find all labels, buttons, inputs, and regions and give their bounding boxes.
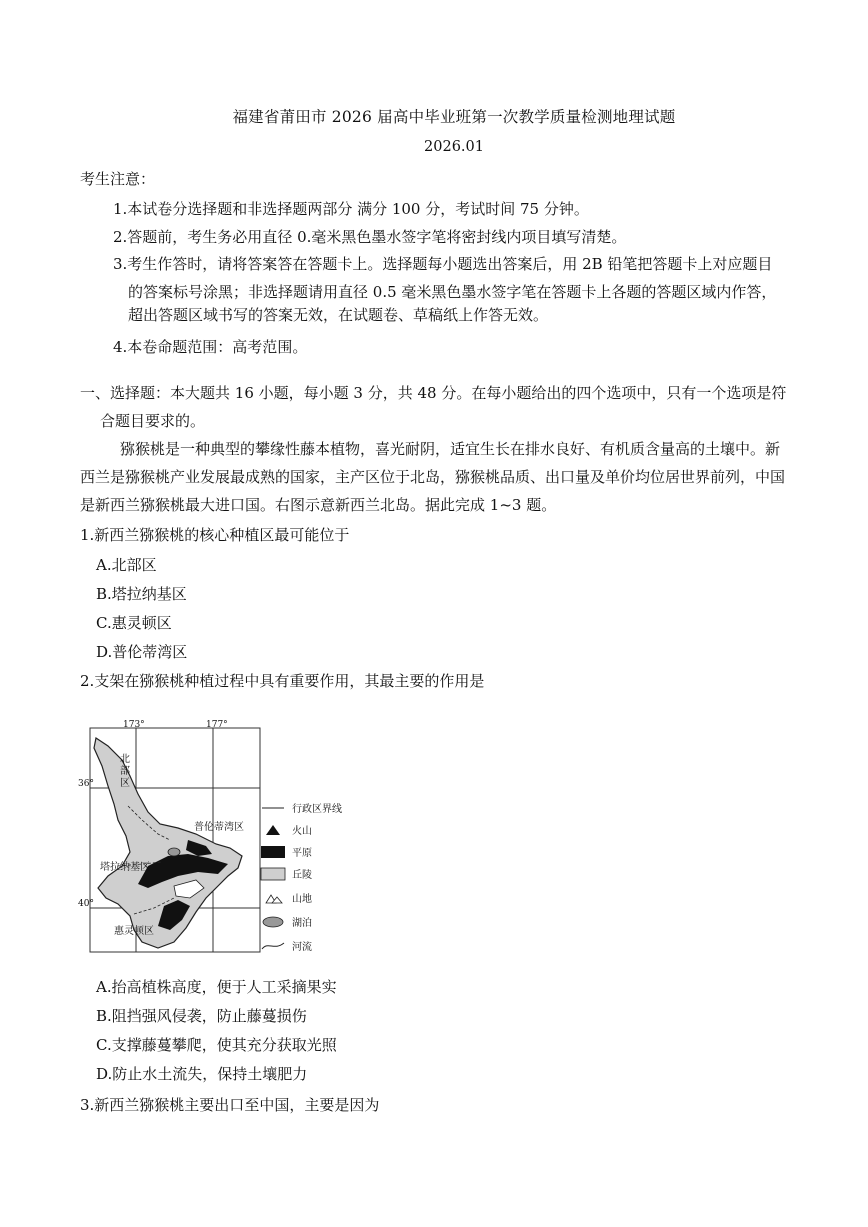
legend-lake: 湖泊 [292,918,312,929]
question-2-option-a: A.抬高植株高度，便于人工采摘果实 [96,978,337,996]
lat-label-40: 40° [78,899,94,909]
question-1-option-a: A.北部区 [96,556,157,574]
question-3-stem: 3.新西兰猕猴桃主要出口至中国，主要是因为 [80,1096,380,1114]
section-heading: 一、选择题：本大题共 16 小题，每小题 3 分，共 48 分。在每小题给出的四个选项中，只有一个选项是符 [80,384,787,402]
notice-item-2: 2.答题前，考生务必用直径 0.毫米黑色墨水签字笔将密封线内项目填写清楚。 [113,228,627,246]
notice-item-3: 3.考生作答时，请将答案答在答题卡上。选择题每小题选出答案后，用 2B 铅笔把答题卡上对应题目 [113,255,773,273]
map-legend [260,800,380,965]
legend-hill: 丘陵 [292,870,312,881]
plain-icon [260,845,286,859]
notice-item-4: 4.本卷命题范围：高考范围。 [113,338,308,356]
question-2-stem: 2.支架在猕猴桃种植过程中具有重要作用，其最主要的作用是 [80,672,485,690]
legend-boundary: 行政区界线 [292,804,342,815]
legend-river: 河流 [292,942,312,953]
paper-title: 福建省莆田市 2026 届高中毕业班第一次教学质量检测地理试题 [232,108,676,126]
lon-label-173: 173° [123,720,145,730]
boundary-line-icon [260,801,286,815]
notice-item-1: 1.本试卷分选择题和非选择题两部分 满分 100 分，考试时间 75 分钟。 [113,200,589,218]
notice-item-3-cont1: 的答案标号涂黑；非选择题请用直径 0.5 毫米黑色墨水签字笔在答题卡上各题的答题区域内作答， [128,283,777,301]
passage-text: 猕猴桃是一种典型的攀缘性藤本植物，喜光耐阴，适宜生长在排水良好、有机质含量高的土壤中。新西兰是猕猴桃产业发展最成熟的国家，主产区位于北岛，猕猴桃品质、出口量及单价均位居世界前列，中国是新西兰猕猴桃最大进口国。右图示意新西兰北岛。据此完成 1~3 题。 [80,440,786,514]
paper-date: 2026.01 [424,139,484,155]
section-heading-cont: 合题目要求的。 [100,412,206,430]
region-label-north: 北 [120,754,130,765]
legend-mountain: 山地 [292,894,312,905]
question-1-option-d: D.普伦蒂湾区 [96,643,188,661]
river-icon [260,939,286,953]
question-1-option-b: B.塔拉纳基区 [96,585,187,603]
notice-heading: 考生注意： [80,170,156,188]
legend-volcano: 火山 [292,826,312,837]
lat-label-36: 36° [78,779,94,789]
region-label-taranaki: 塔拉纳基区 [100,862,150,873]
volcano-icon [260,823,286,837]
hill-icon [260,867,286,881]
question-2-option-c: C.支撑藤蔓攀爬，使其充分获取光照 [96,1036,337,1054]
notice-item-3-cont2: 超出答题区域书写的答案无效，在试题卷、草稿纸上作答无效。 [128,306,549,324]
question-1-option-c: C.惠灵顿区 [96,614,172,632]
legend-plain: 平原 [292,848,312,859]
region-label-north-3: 区 [120,778,130,789]
question-1-stem: 1.新西兰猕猴桃的核心种植区最可能位于 [80,526,350,544]
mountain-icon [260,891,286,905]
region-label-wellington: 惠灵顿区 [114,926,154,937]
question-2-option-d: D.防止水土流失，保持土壤肥力 [96,1065,308,1083]
region-label-north-2: 部 [120,766,130,777]
lake-icon [260,915,286,929]
lon-label-177: 177° [206,720,228,730]
question-2-option-b: B.阻挡强风侵袭，防止藤蔓损伤 [96,1007,307,1025]
region-label-plenty: 普伦蒂湾区 [194,822,244,833]
